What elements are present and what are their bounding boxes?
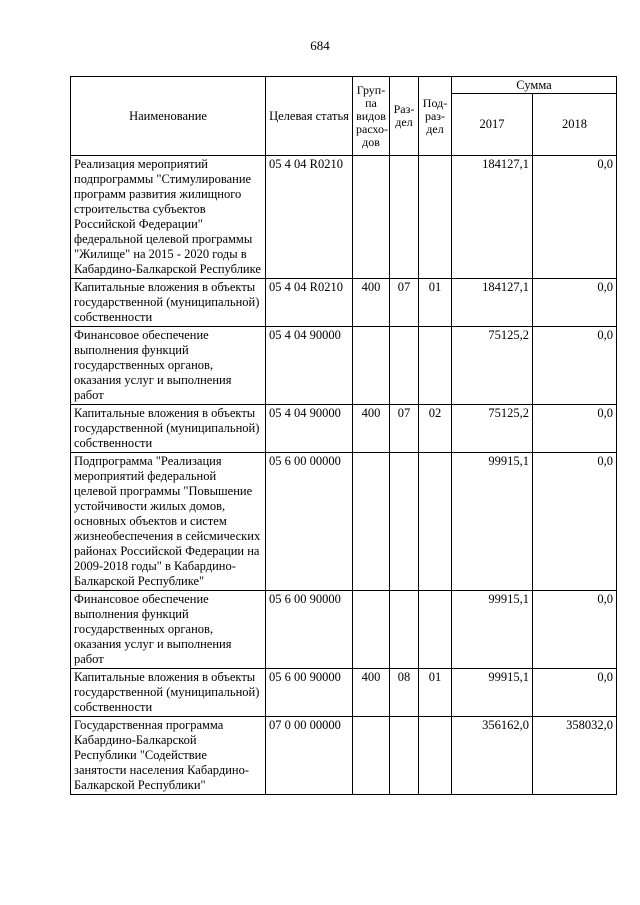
row-target-article: 05 4 04 R0210 (266, 156, 353, 279)
page-number: 684 (310, 38, 330, 53)
table-row (71, 156, 617, 279)
row-section (390, 156, 419, 279)
table-row (71, 669, 617, 717)
header-expense-group: Груп-па видов расхо-дов (353, 77, 390, 156)
header-target-article: Целевая статья (266, 77, 353, 156)
row-section (390, 717, 419, 795)
row-expense-group: 400 (353, 669, 390, 717)
row-sum-2018: 0,0 (533, 405, 617, 453)
row-section: 08 (390, 669, 419, 717)
row-sum-2017: 99915,1 (452, 591, 533, 669)
row-sum-2017: 75125,2 (452, 405, 533, 453)
row-section (390, 591, 419, 669)
row-target-article: 05 4 04 90000 (266, 327, 353, 405)
row-subsection (419, 327, 452, 405)
table-row (71, 717, 617, 795)
header-section: Раз-дел (390, 77, 419, 156)
row-section: 07 (390, 405, 419, 453)
row-sum-2018: 0,0 (533, 669, 617, 717)
row-name: Капитальные вложения в объекты государственной (муниципальной) собственности (71, 405, 266, 453)
header-year-2017: 2017 (452, 94, 533, 156)
row-section: 07 (390, 279, 419, 327)
row-subsection: 01 (419, 669, 452, 717)
row-subsection (419, 156, 452, 279)
table-header (71, 77, 617, 156)
row-sum-2018: 0,0 (533, 156, 617, 279)
table-row (71, 405, 617, 453)
row-name: Государственная программа Кабардино-Балкарской Республики "Содействие занятости населения Кабардино-Балкарской Республики" (71, 717, 266, 795)
budget-table (70, 76, 617, 795)
row-subsection: 01 (419, 279, 452, 327)
row-name: Реализация мероприятий подпрограммы "Стимулирование программ развития жилищного строительства субъектов Российской Федерации" федеральной целевой программы "Жилище" на 2015 - 2020 годы в Кабардино-Балкарской Республике (71, 156, 266, 279)
row-target-article: 05 6 00 00000 (266, 453, 353, 591)
row-expense-group (353, 717, 390, 795)
row-sum-2018: 0,0 (533, 327, 617, 405)
table-body (71, 156, 617, 795)
header-name: Наименование (71, 77, 266, 156)
row-name: Финансовое обеспечение выполнения функций государственных органов, оказания услуг и выполнения работ (71, 327, 266, 405)
row-expense-group (353, 156, 390, 279)
row-subsection (419, 453, 452, 591)
row-target-article: 05 4 04 R0210 (266, 279, 353, 327)
row-sum-2018: 0,0 (533, 591, 617, 669)
row-subsection: 02 (419, 405, 452, 453)
row-name: Капитальные вложения в объекты государственной (муниципальной) собственности (71, 279, 266, 327)
header-subsection: Под-раз-дел (419, 77, 452, 156)
row-expense-group (353, 453, 390, 591)
row-sum-2018: 0,0 (533, 279, 617, 327)
row-sum-2018: 358032,0 (533, 717, 617, 795)
row-sum-2017: 75125,2 (452, 327, 533, 405)
row-name: Капитальные вложения в объекты государственной (муниципальной) собственности (71, 669, 266, 717)
row-sum-2017: 99915,1 (452, 453, 533, 591)
row-sum-2017: 99915,1 (452, 669, 533, 717)
row-expense-group: 400 (353, 405, 390, 453)
row-expense-group (353, 327, 390, 405)
row-sum-2017: 356162,0 (452, 717, 533, 795)
row-section (390, 327, 419, 405)
row-sum-2017: 184127,1 (452, 279, 533, 327)
row-name: Финансовое обеспечение выполнения функций государственных органов, оказания услуг и выполнения работ (71, 591, 266, 669)
row-expense-group: 400 (353, 279, 390, 327)
row-sum-2018: 0,0 (533, 453, 617, 591)
header-year-2018: 2018 (533, 94, 617, 156)
table-row (71, 453, 617, 591)
header-sum: Сумма (452, 77, 617, 94)
row-target-article: 07 0 00 00000 (266, 717, 353, 795)
table-row (71, 591, 617, 669)
row-subsection (419, 717, 452, 795)
row-target-article: 05 6 00 90000 (266, 591, 353, 669)
row-sum-2017: 184127,1 (452, 156, 533, 279)
row-expense-group (353, 591, 390, 669)
row-subsection (419, 591, 452, 669)
row-name: Подпрограмма "Реализация мероприятий федеральной целевой программы "Повышение устойчивости жилых домов, основных объектов и систем жизнеобеспечения в сейсмических районах Российской Федерации на 2009-2018 годы" в Кабардино-Балкарской Республике" (71, 453, 266, 591)
row-target-article: 05 6 00 90000 (266, 669, 353, 717)
row-section (390, 453, 419, 591)
table-row (71, 327, 617, 405)
table-row (71, 279, 617, 327)
row-target-article: 05 4 04 90000 (266, 405, 353, 453)
